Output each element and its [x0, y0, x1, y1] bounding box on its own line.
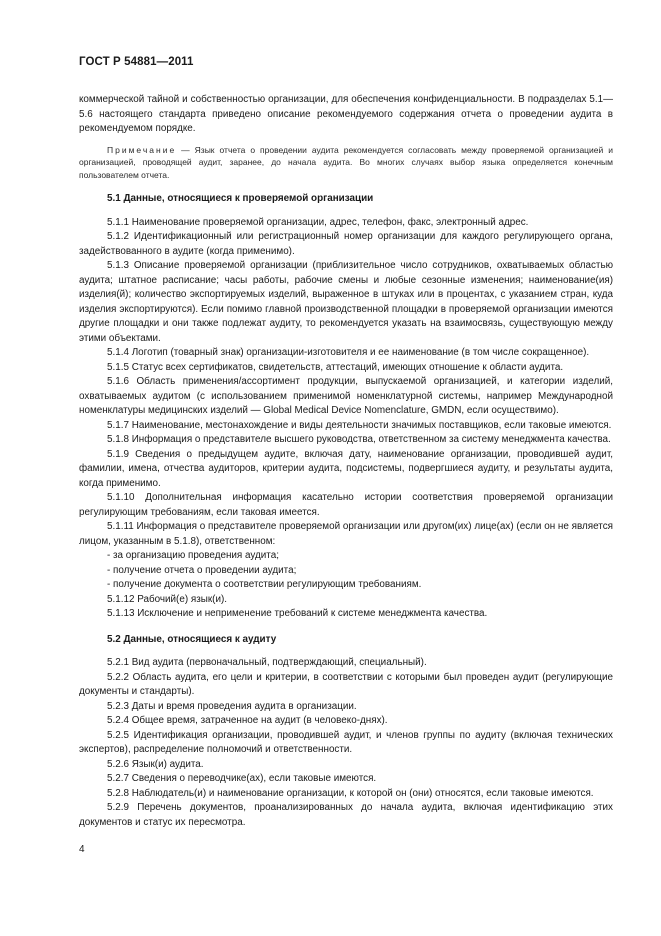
clause-5-1-9: 5.1.9 Сведения о предыдущем аудите, включая дату, наименование организации, проводившей аудит, фамилии, имена, отчества аудиторов, критерии аудита, подсистемы, подвергшиеся аудиту, и результаты аудита, когда применимо. — [79, 448, 613, 489]
note-text: — Язык отчета о проведении аудита рекомендуется согласовать между проверяемой организацией и организацией, проводящей аудит, заранее, до начала аудита. Во многих случаях выбор языка определяется конечным пользователем отчета. — [79, 144, 613, 180]
clause-5-2-1: 5.2.1 Вид аудита (первоначальный, подтверждающий, специальный). — [107, 657, 427, 669]
clause-5-1-1: 5.1.1 Наименование проверяемой организации, адрес, телефон, факс, электронный адрес. — [107, 216, 529, 228]
clause-5-1-11: 5.1.11 Информация о представителе проверяемой организации или другом(их) лице(ах) (если он не является лицом, указанным в 5.1.8), ответственном: — [79, 521, 613, 547]
list-item: - получение документа о соответствии регулирующим требованиям. — [107, 579, 422, 591]
section-5-2-heading: 5.2 Данные, относящиеся к аудиту — [107, 633, 277, 645]
clause-5-1-2: 5.1.2 Идентификационный или регистрационный номер организации для каждого регулирующего органа, задействованного в аудите (когда применимо). — [79, 231, 613, 257]
clause-5-2-6: 5.2.6 Язык(и) аудита. — [107, 758, 204, 770]
document-body — [79, 93, 613, 830]
page-number: 4 — [79, 844, 85, 855]
clause-5-1-3: 5.1.3 Описание проверяемой организации (приблизительное число сотрудников, охватываемых областью аудита; штатное расписание; часы работы, рабочие смены и любые сезонные изменения; наименование(ия) изделия(й); количество экспортируемых изделий, выраженное в штуках или в процентах, с указанием стран, куда изделия экспортируются). Если помимо главной производственной площадки в проверяемой организации имеются другие площадки и они также подлежат аудиту, то рекомендуется указать на взаимосвязь, существующую между этими объектами. — [79, 260, 613, 344]
note-paragraph — [79, 144, 613, 182]
clause-5-1-6: 5.1.6 Область применения/ассортимент продукции, выпускаемой организацией, и категории изделий, охватываемых аудитом (с использованием применимой номенклатурной системы, например Международной номенклатуры медицинских изделий — Global Medical Device Nomenclature, GMDN, если осуществимо). — [79, 376, 613, 417]
section-5-1-heading: 5.1 Данные, относящиеся к проверяемой организации — [107, 193, 374, 205]
intro-paragraph: коммерческой тайной и собственностью организации, для обеспечения конфиденциальности. В подразделах 5.1—5.6 настоящего стандарта приведено описание рекомендуемого содержания отчета о проведении аудита в рекомендуемом порядке. — [79, 94, 613, 134]
clause-5-2-3: 5.2.3 Даты и время проведения аудита в организации. — [107, 700, 357, 712]
clause-5-1-5: 5.1.5 Статус всех сертификатов, свидетельств, аттестаций, имеющих отношение к области аудита. — [107, 361, 564, 373]
clause-5-2-9: 5.2.9 Перечень документов, проанализированных до начала аудита, включая идентификацию этих документов и статус их пересмотра. — [79, 802, 613, 828]
clause-5-2-5: 5.2.5 Идентификация организации, проводившей аудит, и членов группы по аудиту (включая технических экспертов), распределение полномочий и ответственности. — [79, 729, 613, 756]
clause-5-1-10: 5.1.10 Дополнительная информация касательно истории соответствия проверяемой организации регулирующим требованиям, если таковая имеется. — [79, 492, 613, 518]
clause-5-2-4: 5.2.4 Общее время, затраченное на аудит (в человеко-днях). — [107, 715, 388, 727]
list-item: - получение отчета о проведении аудита; — [107, 564, 297, 576]
clause-5-1-4: 5.1.4 Логотип (товарный знак) организации-изготовителя и ее наименование (в том числе сокращенное). — [107, 347, 590, 359]
clause-5-2-2: 5.2.2 Область аудита, его цели и критерии, в соответствии с которыми был проведен аудит (регулирующие документы и стандарты). — [79, 671, 613, 698]
document-header: ГОСТ Р 54881—2011 — [79, 56, 194, 68]
note-label: Примечание — [107, 144, 177, 155]
list-item: - за организацию проведения аудита; — [107, 550, 279, 562]
clause-5-1-8: 5.1.8 Информация о представителе высшего руководства, ответственном за систему менеджмента качества. — [107, 434, 611, 446]
clause-5-2-8: 5.2.8 Наблюдатель(и) и наименование организации, к которой он (они) относятся, если таковые имеются. — [107, 787, 594, 799]
clause-5-1-13: 5.1.13 Исключение и неприменение требований к системе менеджмента качества. — [107, 608, 488, 620]
clause-5-1-12: 5.1.12 Рабочий(е) язык(и). — [107, 593, 227, 605]
clause-5-1-7: 5.1.7 Наименование, местонахождение и виды деятельности значимых поставщиков, если таковые имеются. — [107, 419, 612, 431]
clause-5-2-7: 5.2.7 Сведения о переводчике(ах), если таковые имеются. — [107, 773, 377, 785]
